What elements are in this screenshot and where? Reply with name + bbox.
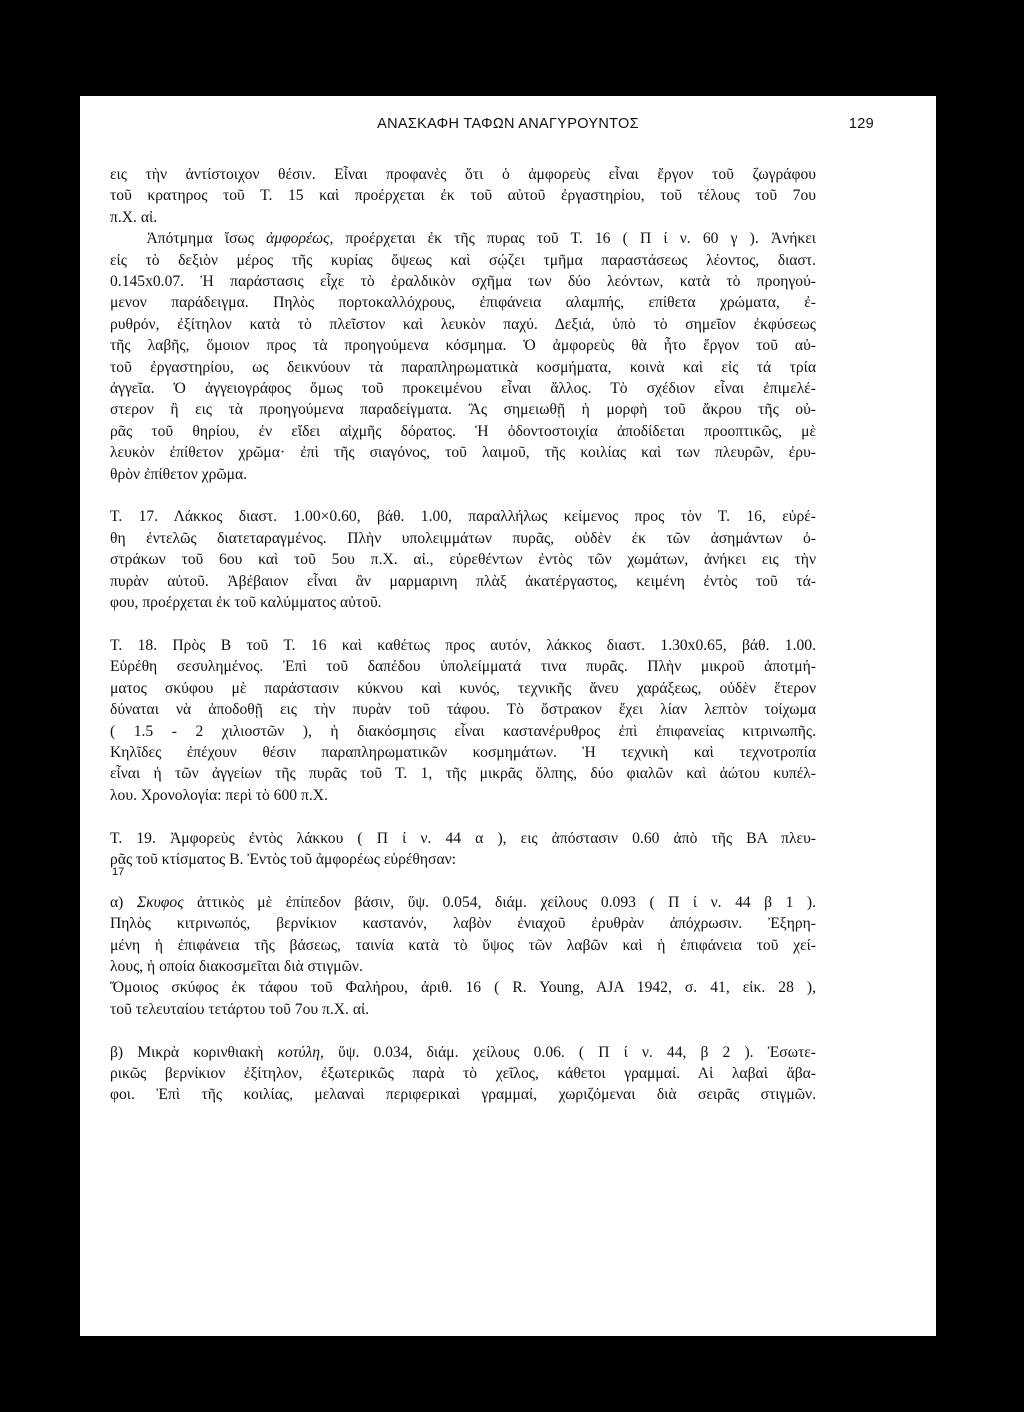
- page-number: 129: [848, 116, 874, 132]
- text-run: β) Μικρὰ κορινθιακὴ: [110, 1043, 278, 1061]
- paragraph-item-a: [110, 892, 816, 1020]
- text-line: ( 1.5 - 2 χιλιοστῶν ), ἡ διακόσμησις εἶναι καστανέρυθρος ἐπὶ ἐπιφανείας κιτρινωπῆς.: [110, 722, 816, 740]
- book-page: [80, 96, 936, 1336]
- text-line: [110, 228, 816, 249]
- text-line: Πηλὸς κιτρινωπός, βερνίκιον καστανόν, λαβὸν ἐνιαχοῦ ἐρυθρὰν ἀπόχρωσιν. Ἐξηρη-: [110, 915, 816, 933]
- text-line: 0.145x0.07. Ἡ παράστασις εἶχε τὸ ἐραλδικὸν σχῆμα των δύο λεόντων, κατὰ τὸ προηγού-: [110, 273, 816, 291]
- text-line: [110, 1042, 816, 1063]
- body-text: [110, 164, 816, 1106]
- text-line: εἶναι ἡ τῶν ἀγγείων τῆς πυρᾶς τοῦ Τ. 1, τῆς μικρᾶς ὄλπης, δύο φιαλῶν καὶ ἀώτου κυπέλ-: [110, 765, 816, 783]
- text-line: Τ. 18. Πρὸς Β τοῦ Τ. 16 καὶ καθέτως προς αυτόν, λάκκος διαστ. 1.30x0.65, βάθ. 1.00.: [110, 636, 816, 654]
- text-line: ρικῶς βερνίκιον ἐξίτηλον, ἐξωτερικῶς παρὰ τὸ χεῖλος, κάθετοι γραμμαί. Αἱ λαβαὶ ἄβα-: [110, 1064, 816, 1082]
- italic-term: Σκυφος: [136, 893, 184, 911]
- text-line: ρᾶς τοῦ κτίσματος Β. Ἐντὸς τοῦ ἀμφορέως εὑρέθησαν:: [110, 850, 457, 868]
- running-title: ΑΝΑΣΚΑΦΗ ΤΑΦΩΝ ΑΝΑΓΥΡΟΥΝΤΟΣ: [377, 116, 639, 132]
- text-line: στράκων τοῦ 6ου καὶ τοῦ 5ου π.Χ. αἰ., εὑρεθέντων ἐντὸς τῶν χωμάτων, ἀνήκει εις τὴν: [110, 551, 816, 569]
- paragraph-tomb-17: [110, 506, 816, 613]
- text-line: ρυθρόν, ἐξίτηλον κατὰ τὸ πλεῖστον καὶ λευκὸν παχύ. Δεξιά, ὑπὸ τὸ σημεῖον ἐκφύσεως: [110, 315, 816, 333]
- running-head: [80, 116, 936, 138]
- text-line: λου. Χρονολογία: περὶ τὸ 600 π.Χ.: [110, 786, 328, 804]
- text-line: Κηλῖδες ἐπέχουν θέσιν παραπληρωματικῶν κοσμημάτων. Ἡ τεχνικὴ καὶ τεχνοτροπία: [110, 743, 816, 761]
- text-line: δύναται νὰ ἀποδοθῇ εις τὴν πυρὰν τοῦ τάφου. Τὸ ὄστρακον ἔχει λίαν λεπτὸν τοίχωμα: [110, 701, 816, 719]
- text-line: Εὑρέθη σεσυλημένος. Ἐπὶ τοῦ δαπέδου ὑπολείμματά τινα πυρᾶς. Πλὴν μικροῦ ἀποτμή-: [110, 658, 816, 676]
- paragraph-tomb-19: [110, 828, 816, 871]
- paragraph-gap: [110, 806, 816, 827]
- italic-term: κοτύλη: [277, 1043, 320, 1061]
- paragraph-gap: [110, 614, 816, 635]
- text-line: τοῦ κρατηρος τοῦ Τ. 15 καὶ προέρχεται ἐκ τοῦ αὐτοῦ ἐργαστηρίου, τοῦ τέλους τοῦ 7ου: [110, 187, 816, 205]
- paragraph-gap: [110, 870, 816, 891]
- text-run: Ἀπότμημα ἴσως: [146, 230, 267, 248]
- text-line: θη ἐντελῶς διατεταραγμένος. Πλὴν υπολειμμάτων πυρᾶς, οὐδὲν ἐκ τῶν ἀσημάντων ὀ-: [110, 529, 816, 547]
- text-line: εἰς τὸ δεξιὸν μέρος τῆς κυρίας ὄψεως καὶ σῴζει τμῆμα παραστάσεως λέοντος, διαστ.: [110, 251, 816, 269]
- paragraph-amphora-fragment: [110, 228, 816, 485]
- paragraph-gap: [110, 1020, 816, 1041]
- paragraph-gap: [110, 485, 816, 506]
- italic-term: ἀμφορέως: [266, 230, 330, 248]
- text-line: λους, ἡ οποία διακοσμεῖται διὰ στιγμῶν.: [110, 957, 363, 975]
- text-line: Τ. 17. Λάκκος διαστ. 1.00×0.60, βάθ. 1.00, παραλλήλως κείμενος προς τὸν Τ. 16, εὑρέ-: [110, 508, 816, 526]
- text-line: ρᾶς τοῦ θηρίου, ἐν εἴδει αἰχμῆς δόρατος. Ἡ ὀδοντοστοιχία ἀποδίδεται προοπτικῶς, μὲ: [110, 422, 816, 440]
- text-line: πυρὰν αὐτοῦ. Ἀβέβαιον εἶναι ἂν μαρμαρινη πλὰξ ἀκατέργαστος, κειμένη ἐντὸς τοῦ τά-: [110, 572, 816, 590]
- text-run: ἀττικὸς μὲ ἐπίπεδον βάσιν, ὕψ. 0.054, διάμ. χείλους 0.093 ( Π ί ν. 44 β 1 ).: [183, 893, 816, 911]
- paragraph-tomb-18: [110, 635, 816, 806]
- text-line: ἀγγεῖα. Ὁ ἀγγειογράφος ὅμως τοῦ προκειμένου εἶναι ἄλλος. Τὸ σχέδιον εἶναι ἐπιμελέ-: [110, 380, 816, 398]
- text-run: , προέρχεται ἐκ τῆς πυρας τοῦ Τ. 16 ( Π ί ν. 60 γ ). Ἀνήκει: [329, 230, 816, 248]
- text-line: ματος σκύφου μὲ παράστασιν κύκνου καὶ κυνός, τεχνικῆς ἄνευ χαράξεως, οὐδὲν ἕτερον: [110, 679, 816, 697]
- text-line: φου, προέρχεται ἐκ τοῦ καλύμματος αὐτοῦ.: [110, 594, 382, 612]
- text-line: μένη ἡ ἐπιφάνεια τῆς βάσεως, ταινία κατὰ τὸ ὕψος τῶν λαβῶν καὶ ἡ ἐπιφάνεια τοῦ χεί-: [110, 936, 816, 954]
- text-line: μενον παράδειγμα. Πηλὸς πορτοκαλλόχρους, ἐπιφάνεια αλαμπής, επίθετα χρώματα, ἐ-: [110, 294, 816, 312]
- text-line: Τ. 19. Ἀμφορεὺς ἐντὸς λάκκου ( Π ί ν. 44 α ), εις ἀπόστασιν 0.60 ἀπὸ τῆς ΒΑ πλευ-: [110, 829, 816, 847]
- text-run: , ὕψ. 0.034, διάμ. χείλους 0.06. ( Π ί ν. 44, β 2 ). Ἐσωτε-: [320, 1043, 816, 1061]
- text-run: α): [110, 893, 137, 911]
- text-line: θρὸν ἐπίθετον χρῶμα.: [110, 465, 248, 483]
- signature-mark: 17: [112, 866, 125, 878]
- text-line: φοι. Ἐπὶ τῆς κοιλίας, μελαναὶ περιφερικαὶ γραμμαί, χωριζόμεναι διὰ σειρᾶς στιγμῶν.: [110, 1086, 816, 1104]
- text-line: στερον ἢ εις τὰ προηγούμενα παραδείγματα. Ἂς σημειωθῇ ἡ μορφὴ τοῦ ἄκρου τῆς οὐ-: [110, 401, 816, 419]
- text-line: τῆς λαβῆς, ὅμοιον προς τὰ προηγούμενα κόσμημα. Ὁ ἀμφορεὺς θὰ ἦτο ἔργον τοῦ αὐ-: [110, 337, 816, 355]
- text-line: τοῦ ἐργαστηρίου, ως δεικνύουν τὰ παραπληρωματικὰ κοσμήματα, κοινὰ καὶ εἰς τά τρία: [110, 358, 816, 376]
- text-line: Ὅμοιος σκύφος ἐκ τάφου τοῦ Φαλήρου, ἀριθ. 16 ( R. Young, AJA 1942, σ. 41, εἰκ. 28 ),: [110, 979, 816, 997]
- text-line: λευκὸν ἐπίθετον χρῶμα· ἐπὶ τῆς σιαγόνος, τοῦ λαιμοῦ, τῆς κοιλίας καὶ των πλευρῶν, ἐρυ-: [110, 444, 816, 462]
- paragraph-item-b: [110, 1042, 816, 1106]
- text-line: εις τὴν ἀντίστοιχον θέσιν. Εἶναι προφανὲς ὅτι ὁ ἀμφορεὺς εἶναι ἔργον τοῦ ζωγράφου: [110, 166, 816, 183]
- text-line: τοῦ τελευταίου τετάρτου τοῦ 7ου π.Χ. αἰ.: [110, 1000, 370, 1018]
- paragraph-amphora-painter: [110, 164, 816, 228]
- text-line: [110, 892, 816, 913]
- text-line: π.Χ. αἰ.: [110, 208, 158, 226]
